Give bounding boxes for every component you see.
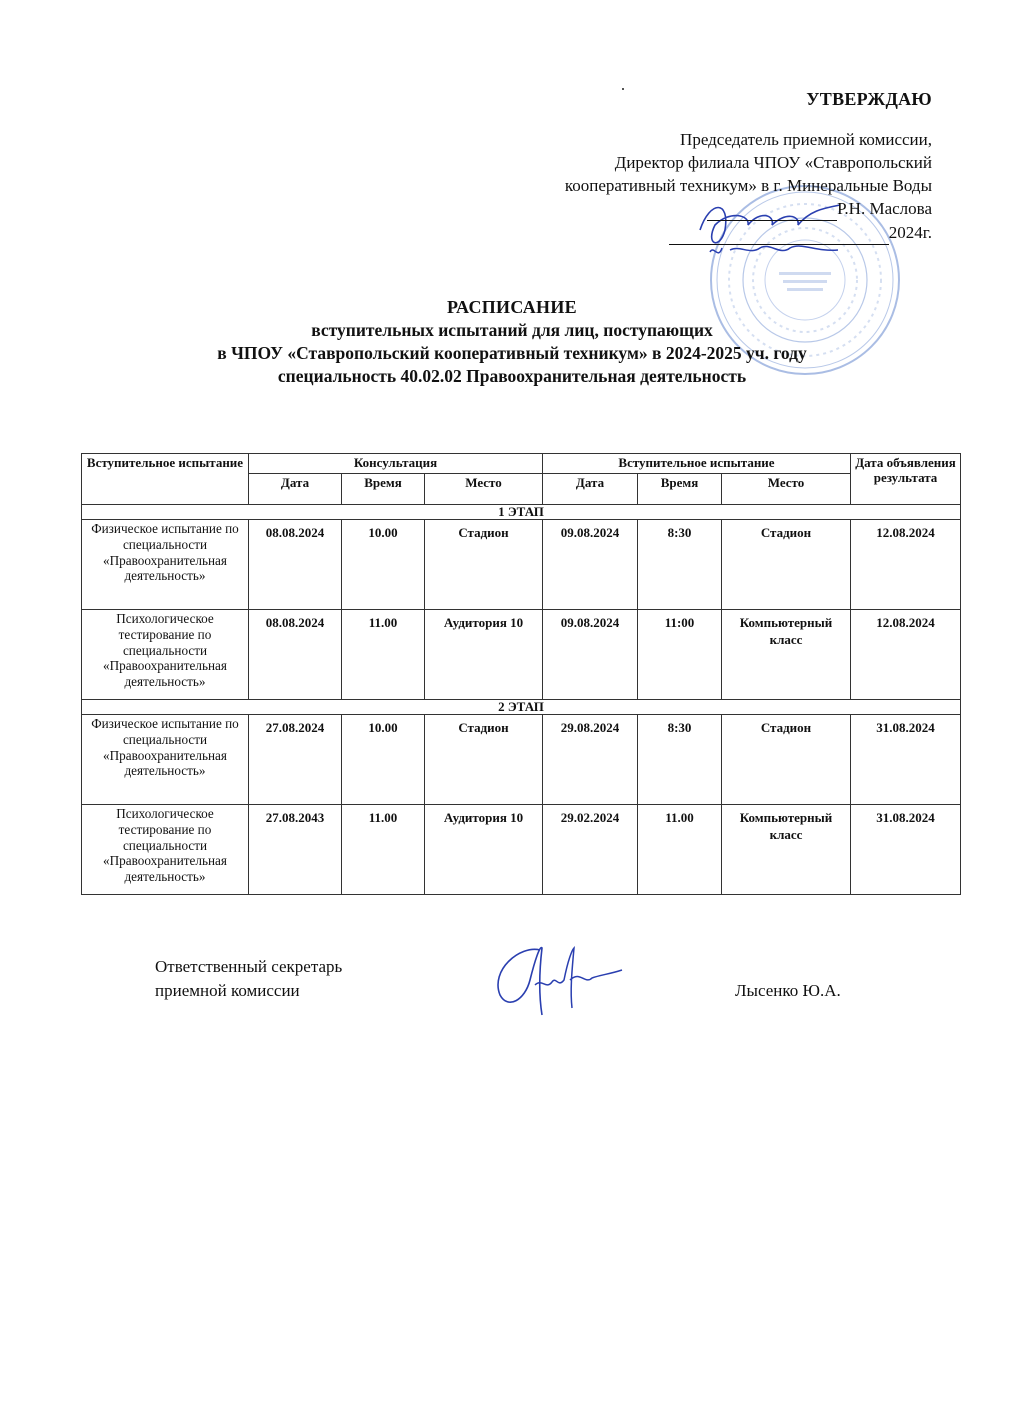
table-row [82,715,961,805]
secretary-title [155,955,342,1003]
cell-exam-date: 09.08.2024 [543,610,638,700]
cell-test: Психологическое тестирование по специальности «Правоохранительная деятельность» [82,805,249,895]
table-row [82,610,961,700]
signature-line [707,197,837,221]
header-exam-place: Место [722,474,851,505]
cell-exam-place: Стадион [722,715,851,805]
document-title [0,296,1024,388]
header-test: Вступительное испытание [82,454,249,505]
header-exam: Вступительное испытание [543,454,851,474]
cell-exam-date: 29.08.2024 [543,715,638,805]
approval-signatory: Р.Н. Маслова [837,199,932,218]
approval-line-1: Председатель приемной комиссии, [680,130,932,149]
cell-result-date: 12.08.2024 [851,610,961,700]
stage-row [82,505,961,520]
date-line [669,221,889,245]
cell-result-date: 12.08.2024 [851,520,961,610]
stage-label: 1 ЭТАП [82,505,961,520]
cell-cons-place: Аудитория 10 [425,805,543,895]
cell-exam-date: 09.08.2024 [543,520,638,610]
cell-test: Физическое испытание по специальности «Правоохранительная деятельность» [82,715,249,805]
stage-label: 2 ЭТАП [82,700,961,715]
title-line-2: вступительных испытаний для лиц, поступающих [311,320,713,340]
table-row [82,805,961,895]
header-result-date: Дата объявления результата [851,454,961,505]
header-cons-date: Дата [249,474,342,505]
header-cons-time: Время [342,474,425,505]
approval-date-row [565,221,932,245]
cell-cons-place: Стадион [425,520,543,610]
header-exam-time: Время [638,474,722,505]
title-main: РАСПИСАНИЕ [447,297,577,317]
schedule-table [81,453,961,895]
cell-cons-date: 27.08.2024 [249,715,342,805]
stage-row [82,700,961,715]
cell-result-date: 31.08.2024 [851,715,961,805]
secretary-name: Лысенко Ю.А. [735,981,841,1000]
table-row [82,520,961,610]
cell-exam-time: 8:30 [638,715,722,805]
title-line-4: специальность 40.02.02 Правоохранительная деятельность [277,366,747,386]
secretary-line-2: приемной комиссии [155,981,300,1000]
header-row-1 [82,454,961,474]
cell-exam-time: 8:30 [638,520,722,610]
cell-cons-date: 08.08.2024 [249,610,342,700]
cell-test: Физическое испытание по специальности «Правоохранительная деятельность» [82,520,249,610]
cell-exam-place: Компьютерный класс [722,610,851,700]
title-line-3: в ЧПОУ «Ставропольский кооперативный техникум» в 2024-2025 уч. году [217,343,807,363]
cell-exam-place: Компьютерный класс [722,805,851,895]
secretary-signature-icon [480,930,630,1020]
cell-cons-date: 27.08.2043 [249,805,342,895]
cell-exam-date: 29.02.2024 [543,805,638,895]
cell-exam-time: 11.00 [638,805,722,895]
cell-result-date: 31.08.2024 [851,805,961,895]
cell-cons-time: 10.00 [342,520,425,610]
approval-line-3: кооперативный техникум» в г. Минеральные Воды [564,176,932,195]
approval-heading: УТВЕРЖДАЮ [806,89,932,109]
scan-speck [622,88,624,90]
cell-cons-date: 08.08.2024 [249,520,342,610]
cell-cons-place: Аудитория 10 [425,610,543,700]
approval-line-2: Директор филиала ЧПОУ «Ставропольский [614,153,932,172]
approval-block [565,128,932,245]
cell-cons-time: 11.00 [342,805,425,895]
header-exam-date: Дата [543,474,638,505]
cell-exam-place: Стадион [722,520,851,610]
approval-year: 2024г. [888,223,932,242]
header-cons-place: Место [425,474,543,505]
cell-test: Психологическое тестирование по специальности «Правоохранительная деятельность» [82,610,249,700]
cell-cons-time: 11.00 [342,610,425,700]
cell-cons-time: 10.00 [342,715,425,805]
cell-cons-place: Стадион [425,715,543,805]
approval-signature-row [565,197,932,221]
secretary-line-1: Ответственный секретарь [155,957,343,976]
header-consultation: Консультация [249,454,543,474]
cell-exam-time: 11:00 [638,610,722,700]
